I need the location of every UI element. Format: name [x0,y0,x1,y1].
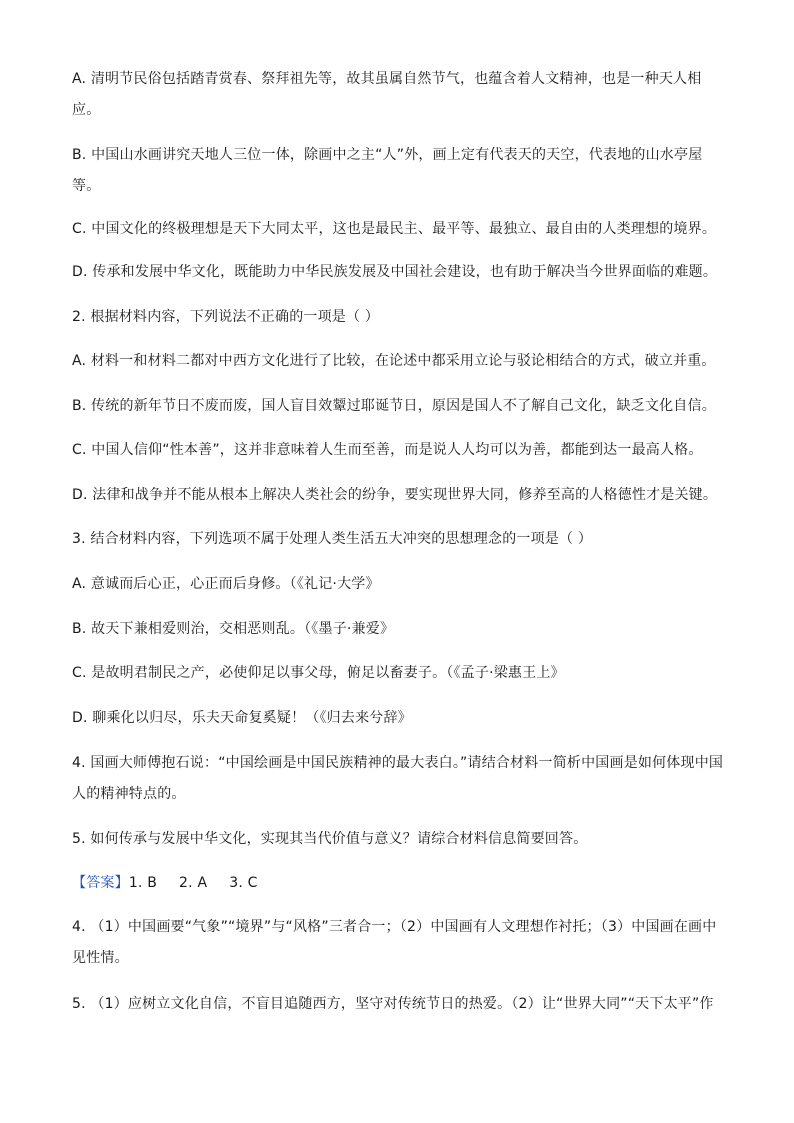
q4-text: 4. 国画大师傅抱石说：“中国绘画是中国民族精神的最大表白。”请结合材料一简析中国画是如何体现中国人的精神特点的。 [72,755,724,802]
q1-option-b: B. 中国山水画讲究天地人三位一体，除画中之主“人”外，画上定有代表天的天空，代表地的山水亭屋等。 [72,147,703,194]
q3-option-a: A. 意诚而后心正，心正而后身修。（《礼记·大学》 [72,576,380,592]
answer-summary [72,873,724,893]
q2-option-d: D. 法律和战争并不能从根本上解决人类社会的纷争，要实现世界大同，修养至高的人格德性才是关键。 [72,487,718,503]
q3-option-b: B. 故天下兼相爱则治，交相恶则乱。（《墨子·兼爱》 [72,621,395,637]
answer-3: 3. C [229,875,258,891]
q2-option-b: B. 传统的新年节日不废而废，国人盲目效颦过耶诞节日，原因是国人不了解自己文化，缺乏文化自信。 [72,398,716,414]
q2-option-a: A. 材料一和材料二都对中西方文化进行了比较，在论述中都采用立论与驳论相结合的方式，破立并重。 [72,353,716,369]
q3-option-c: C. 是故明君制民之产，必使仰足以事父母，俯足以畜妻子。（《孟子·梁惠王上》 [72,665,565,681]
q1-option-a: A. 清明节民俗包括踏青赏春、祭拜祖先等，故其虽属自然节气，也蕴含着人文精神，也是一种天人相应。 [72,71,702,118]
q1-option-c: C. 中国文化的终极理想是天下大同太平，这也是最民主、最平等、最独立、最自由的人类理想的境界。 [72,221,717,237]
answer-5: 5. （1）应树立文化自信，不盲目追随西方，坚守对传统节日的热爱。（2）让“世界大同”“天下太平”作 [72,996,714,1012]
answer-4: 4. （1）中国画要“气象”“境界”与“风格”三者合一；（2）中国画有人文理想作衬托；（3）中国画在画中见性情。 [72,919,717,966]
answer-1: 1. B [128,875,158,891]
answer-tag: 【答案】 [72,875,129,891]
answer-2: 2. A [179,875,208,891]
q3-option-d: D. 聊乘化以归尽，乐夫天命复奚疑！（《归去来兮辞》 [72,710,412,726]
q5-text: 5. 如何传承与发展中华文化，实现其当代价值与意义？请综合材料信息简要回答。 [72,831,588,847]
q3-stem: 3. 结合材料内容，下列选项不属于处理人类生活五大冲突的思想理念的一项是（ ） [72,531,593,547]
q2-stem: 2. 根据材料内容，下列说法不正确的一项是（ ） [72,309,380,325]
q2-option-c: C. 中国人信仰“性本善”，这并非意味着人生而至善，而是说人人均可以为善，都能到达一最高人格。 [72,442,703,458]
q1-option-d: D. 传承和发展中华文化，既能助力中华民族发展及中国社会建设，也有助于解决当今世界面临的难题。 [72,264,718,280]
